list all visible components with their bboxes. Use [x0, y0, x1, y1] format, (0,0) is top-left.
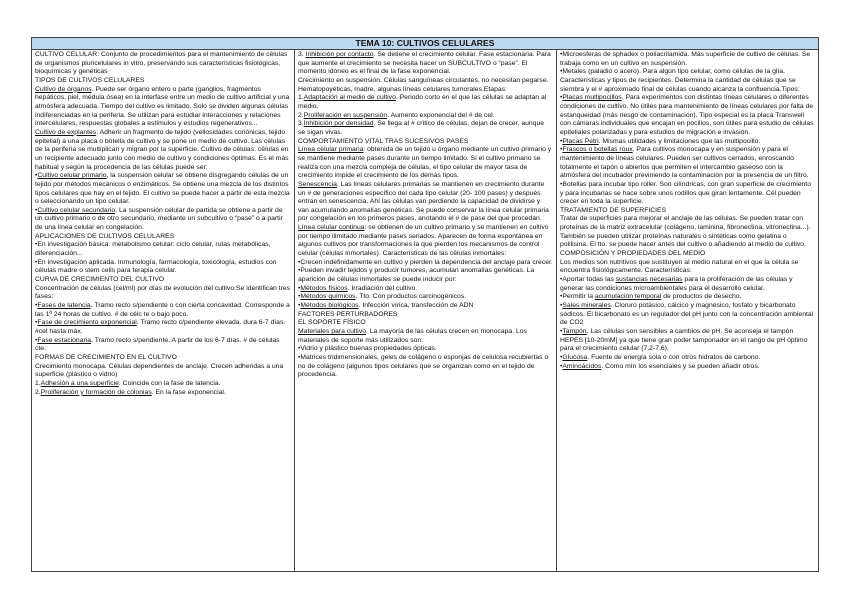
paragraph: 2.Proliferación en suspensión. Aumento exponencial del # de cel.: [298, 111, 495, 119]
paragraph: •Placas Petri. Mismas utilidades y limitaciones que las multipocillo.: [560, 137, 761, 145]
column-right: [557, 50, 818, 571]
paragraph: 1.Adaptación al medio de cultivo. Periodo corto en el que las células se adaptan al medio.: [298, 94, 547, 110]
paragraph: FACTORES PERTURBADORES: [298, 310, 398, 318]
paragraph: •Matrices tridimensionales, geles de colágeno o esponjas de celulosa recubiertas o no de colágeno (algunos tipos celulares que se organizan como en el tejido de procedencia.: [298, 353, 549, 379]
paragraph: •Métodos químicos. Tto. Con productos carcinogénicos.: [298, 293, 467, 301]
underlined-term: Tampón: [562, 328, 587, 335]
paragraph: Los medios son nutritivos que sustituyen al medio natural en el que la célula se encuentra fisiológicamente. Características:: [560, 258, 799, 275]
paragraph: 3. Inhibición por contacto. Se detiene el crecimiento celular. Fase estacionaria. Para que aumente el crecimiento se necesita hacer un SUBCULTIVO o “pase”. El momento idóneo es el final de la fase exponencial.: [298, 51, 551, 76]
paragraph: •Frascos o botellas roux. Para cultivos monocapa y en suspensión y para el mantenimiento de líneas celulares. Pueden ser cultivos cerrados, enroscando totalmente el tapón o abiertos que permiten el intercambio gaseoso con la atmósfera del incubador previniendo la contaminación por la presencia de un filtro.: [560, 146, 809, 180]
underlined-term: Fase de crecimiento exponencial: [37, 319, 137, 327]
page-title: TEMA 10: CULTIVOS CELULARES: [32, 38, 818, 50]
underlined-term: Sales minerales: [562, 302, 611, 310]
paragraph: Tratar de superficies para mejorar el anclaje de las células. Se pueden tratar con proteínas de la matriz extracelular (colágeno, laminina, fibronectina, vitronectina...). También se pueden utilizar proteínas naturales o sintéticas como gelatina o polilisina. El tto. se puede hacer antes del cultivo o añadiendo al medio de cultivo.: [560, 215, 811, 249]
paragraph: COMPOSICIÓN Y PROPIEDADES DEL MEDIO: [560, 250, 706, 258]
document-sheet: [31, 37, 819, 572]
underlined-term: Adaptación al medio de cultivo: [303, 94, 396, 102]
underlined-term: Materiales para cultivo: [298, 328, 366, 335]
underlined-term: Inhibición por densidad: [303, 120, 374, 128]
paragraph: 1.Adhesión a una superficie. Coincide con la fase de latencia.: [35, 379, 221, 387]
underlined-term: Métodos químicos: [300, 293, 356, 301]
column-left: [32, 50, 295, 571]
paragraph: •Vidrio y plástico buenas propiedades ópticas.: [298, 345, 437, 353]
underlined-term: Placas Petri: [562, 137, 599, 145]
underlined-term: Cultivo celular secundario: [37, 206, 116, 214]
paragraph: Cultivo de órganos. Puede ser órgano entero o parte (ganglios, fragmentos hepáticos, piel, médula ósea) en la interfase entre un medio de cultivo artificial y una atmósfera adecuada. Tiempo del cultivo es limitado. Solo se dividen algunas células indiferenciadas en la periferia. Se utilizan para estudiar interacciones y relaciones intercelulares, respuestas globales a estímulos y estudios regenerativos...: [35, 85, 290, 128]
paragraph: Características y tipos de recipientes. Determina la cantidad de células que se siembra y el # aproximado final de células cuando alcanza la confluencia.Tipos:: [560, 76, 800, 93]
underlined-term: Métodos biológicos: [300, 302, 359, 310]
paragraph: TRATAMIENTO DE SUPERFICIES: [560, 206, 667, 214]
paragraph: •Fase estacionaria. Tramo recto s/pendiente. A partir de los 6-7 días. # de células cte.: [35, 336, 280, 353]
underlined-term: Senescencia: [298, 180, 337, 188]
paragraph: 3.Inhibición por densidad. Se llega al # crítico de células, dejan de crecer, aunque se sigan vivas.: [298, 120, 545, 136]
paragraph: CULTIVO CELULAR: Conjunto de procedimientos para el mantenimiento de células de organismos pluricelulares in vitro, preservando sus características fisiológicas, bioquímicas y genéticas: [35, 51, 288, 76]
paragraph: •Cultivo celular primario, la suspensión celular se obtiene disgregando células de un tejido por métodos mecánicos o enzimáticos. Se obtiene una mezcla de los distintos tipos celulares que hay en el tejido. El cultivo se puede hacer a partir de esta mezcla o seleccionando un tipo celular.: [35, 172, 290, 206]
paragraph: •Métodos físicos. Irradiación del cultivo.: [298, 284, 418, 292]
paragraph: •Aminoácidos. Como mín los esenciales y se pueden añadir otros.: [560, 362, 760, 370]
underlined-term: Métodos físicos: [300, 284, 348, 292]
underlined-term: Proliferación y formación de colonias: [40, 388, 152, 396]
paragraph: •Microesferas de sphadex o poliacrilamida. Más superficie de cultivo de células. Se trabaja como en un cultivo en suspensión.: [560, 51, 811, 67]
content-columns: [32, 50, 818, 571]
paragraph: EL SOPORTE FÍSICO: [298, 319, 366, 327]
underlined-term: Línea celular primaria: [298, 146, 364, 154]
paragraph: Concentración de células (cel/ml) por días de evolución del cultivo.Se identifican tres fases:: [35, 284, 291, 301]
underlined-term: Adhesión a una superficie: [40, 379, 119, 387]
paragraph: Crecimiento monocapa. Células dependientes de anclaje. Crecen adheridas a una superficie (plástico o vidrio): [35, 362, 284, 379]
paragraph: Senescencia. Las líneas celulares primarias se mantienen en crecimiento durante un # de generaciones específico del cada tipo celular (20- 100 pases) y después entran en senescencia. Ahí las células van perdiendo la capacidad de dividirse y van acumulando anomalías genéticas. Se puede conservar la línea celular primaria por congelación en los primeros pases, anotando el # de pase del que procedan.: [298, 180, 549, 223]
paragraph: •Placas multipocillos. Para experimentos con distintas líneas celulares o diferentes condiciones de cultivo. No útiles para mantenimiento de líneas celulares por falta de estanqueidad (más riesgo de contaminación). Tipo especial es la placa Transwell con cámaras individuales que encajan en pocillos, son útiles para estudio de células epiteliales polarizadas y para estudios de migración e invasión.: [560, 94, 814, 136]
paragraph: •Metales (paladio o acero). Para algún tipo celular, como células de la glía.: [560, 68, 785, 76]
paragraph: Línea celular primaria: obtenida de un tejido u órgano mediante un cultivo primario y se mantiene mediante pases durante un tiempo limitado. Si el cultivo primario se realiza con una mezcla compleja de células, el tipo celular de mayor tasa de crecimiento impide el crecimiento de los demás tipos.: [298, 146, 552, 180]
paragraph: Cultivo de explantes: Adherir un fragmento de tejido (vellosidades coriónicas, tejido epitelial) a una placa o botella de cultivo y se pone un medio de cultivo. Las células de la periferia se multiplican y migran por la superficie. Cultivo de células. células en un recipiente adecuado junto con medio de cultivo y condiciones óptimas. Es el más habitual y según la procedencia de las células puede ser:: [35, 128, 289, 171]
paragraph: •Cultivo celular secundario. La suspensión celular de partida se obtiene a partir de un cultivo primario o de otro secundario, mediante un subcultivo o “pase” o a partir de una línea celular en congelación.: [35, 206, 283, 232]
paragraph: APLICACIONES DE CULTIVOS CELULARES: [35, 232, 175, 240]
underlined-term: Placas multipocillos: [562, 94, 622, 102]
paragraph: •Pueden invadir tejidos y producir tumores, acumulan anomalías genéticas. La aparición de células inmortales se puede inducir por:: [298, 267, 535, 284]
underlined-term: Cultivo de órganos: [35, 85, 92, 93]
paragraph: Línea celular continua: se obtienen de un cultivo primario y se mantienen en cultivo por tiempo ilimitado mediante pases seriados. Aparecen de forma espontánea en algunos cultivos por transformaciones la que pierden los mecanismos de control celular (células inmortales). Características de las células inmortales:: [298, 224, 549, 258]
paragraph: Crecimiento en suspensión. Células sanguíneas circulantes, no necesitan pegarse. Hematopoyéticas, madre, algunas líneas celulares tumorales.Etapas:: [298, 76, 549, 93]
paragraph: •Botellas para incubar tipo roller. Son cilíndricas, con gran superficie de crecimiento y para incubarlas se hace sobre unos rodillos que giran lentamente. Cél pueden crecer en toda la superficie.: [560, 180, 811, 206]
column-middle: [295, 50, 557, 571]
paragraph: •Permitir la acumulación temporal de productos de desecho.: [560, 293, 742, 301]
paragraph: 2.Proliferación y formación de colonias. En la fase exponencial.: [35, 388, 226, 396]
paragraph: •Glucosa. Fuente de energía sola o con otros hidratos de carbono.: [560, 353, 761, 361]
paragraph: COMPORTAMIENTO VITAL TRAS SUCESIVOS PASES: [298, 137, 469, 145]
paragraph: •Fases de latencia. Tramo recto s/pendiente o con cierta concavidad. Corresponde a las 1ª 24 horas de cultivo. # de célc te o bajo poco.: [35, 302, 290, 318]
paragraph: CURVA DE CRECIMIENTO DEL CULTIVO: [35, 276, 165, 284]
paragraph: •Fase de crecimiento exponencial. Tramo recto c/pendiente elevada. dura 6-7 días. #cel hasta máx.: [35, 319, 286, 335]
paragraph: •En investigación aplicada. Inmunología, farmacología, toxicología, estudios con células madre o stem cells para terapia celular.: [35, 258, 277, 275]
paragraph: •Métodos biológicos. Infección vírica, transfección de ADN: [298, 302, 474, 310]
underlined-term: Fase estacionaria: [37, 336, 92, 344]
underlined-term: Frascos o botellas roux: [562, 146, 633, 154]
paragraph: •Sales minerales. Cloruro potásico, cálcico y magnésico, fosfato y bicarbonato sódicos. El bicarbonato es un regulador del pH junto con la concentración ambiental de CO2: [560, 302, 814, 327]
paragraph: •Tampón. Las células son sensibles a cambios de pH. Se aconseja el tampón HEPES [10-20mM] ya que tiene gran poder tamponador en el rango de pH óptimo para el crecimiento celular (7,2-7,6).: [560, 328, 808, 353]
underlined-term: Inhibición por contacto: [305, 51, 374, 58]
underlined-term: Fases de latencia: [37, 302, 91, 310]
paragraph: FORMAS DE CRECIMIENTO EN EL CULTIVO: [35, 353, 177, 361]
underlined-term: Línea celular continua: [298, 224, 365, 232]
underlined-term: Proliferación en suspensión: [303, 111, 388, 119]
underlined-term: Glucosa: [562, 353, 588, 361]
underlined-term: Cultivo celular primario: [37, 172, 107, 180]
underlined-term: acumulación temporal: [594, 293, 662, 301]
underlined-term: Cultivo de explantes: [35, 128, 97, 136]
underlined-term: Aminoácidos: [562, 362, 602, 370]
paragraph: TIPOS DE CULTIVOS CELULARES: [35, 76, 145, 84]
underlined-term: sustancias necesarias: [615, 276, 683, 284]
paragraph: •Aportar todas las sustancias necesarias para la proliferación de las células y generar las condiciones microambientales para el desarrollo celular.: [560, 276, 793, 292]
paragraph: •En investigación básica. metabolismo celular: ciclo celular, rutas metabólicas, diferenciación...: [35, 241, 271, 258]
paragraph: •Crecen indefinidamente en cultivo y pierden la dependencia del anclaje para crecer.: [298, 258, 553, 266]
paragraph: Materiales para cultivo. La mayoría de las células crecen en monocapa. Los materiales de soporte más utilizados son:: [298, 328, 527, 344]
